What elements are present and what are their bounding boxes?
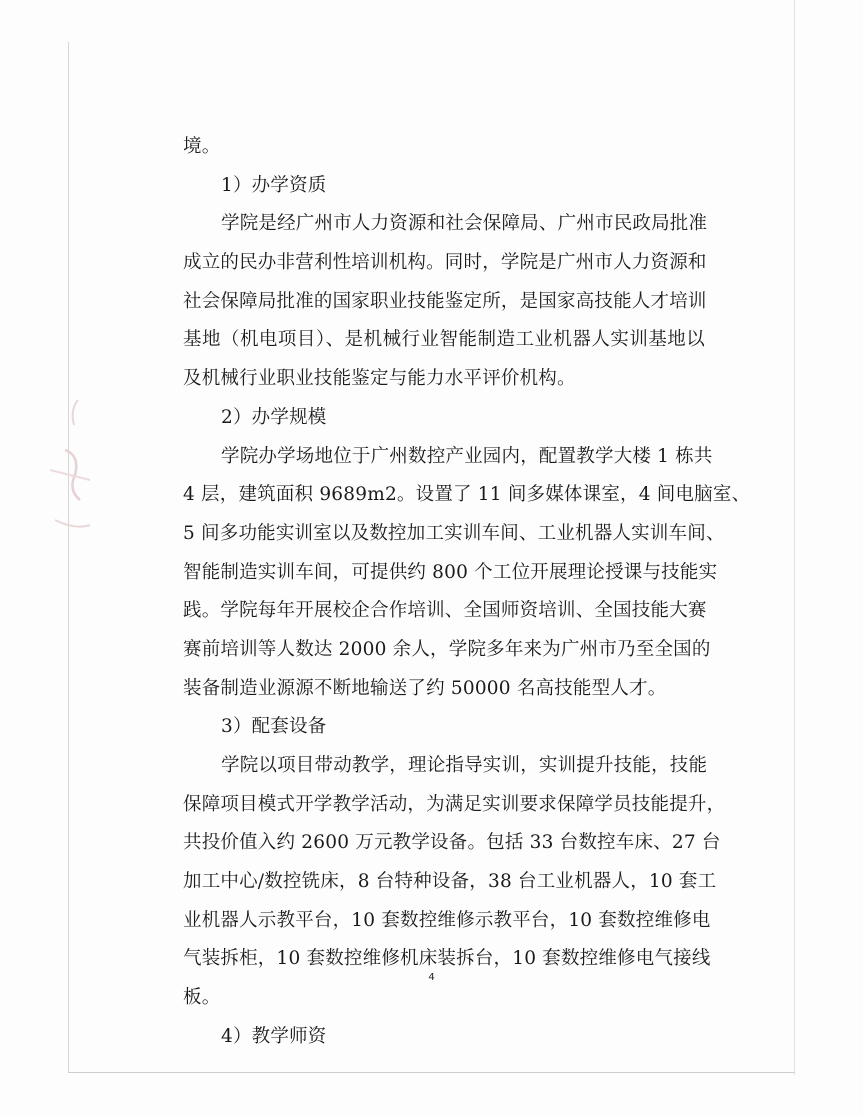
section-heading: 3）配套设备 <box>221 716 327 738</box>
text-line: 5 间多功能实训室以及数控加工实训车间、工业机器人实训车间、 <box>183 522 725 544</box>
stamp-residue-mark <box>30 380 100 550</box>
text-line: 学院是经广州市人力资源和社会保障局、广州市民政局批准 <box>221 213 708 235</box>
text-line: 装备制造业源源不断地输送了约 50000 名高技能型人才。 <box>183 677 667 699</box>
text-line: 气装拆柜，10 套数控维修机床装拆台，10 套数控维修电气接线 <box>183 948 711 970</box>
text-line: 保障项目模式开学教学活动，为满足实训要求保障学员技能提升， <box>183 793 726 815</box>
section-heading: 2）办学规模 <box>221 406 327 428</box>
text-line: 基地（机电项目）、是机械行业智能制造工业机器人实训基地以 <box>183 329 705 351</box>
text-line: 社会保障局批准的国家职业技能鉴定所，是国家高技能人才培训 <box>183 290 707 312</box>
text-line: 及机械行业职业技能鉴定与能力水平评价机构。 <box>183 368 576 390</box>
text-line: 成立的民办非营利性培训机构。同时，学院是广州市人力资源和 <box>183 252 707 274</box>
text-line: 学院以项目带动教学，理论指导实训，实训提升技能，技能 <box>221 755 708 776</box>
text-line: 境。 <box>183 136 221 157</box>
section-heading: 1）办学资质 <box>221 174 327 196</box>
scan-edge-right <box>794 0 795 1075</box>
body-text <box>183 128 751 1057</box>
text-line: 共投价值入约 2600 万元教学设备。包括 33 台数控车床、27 台 <box>183 832 721 854</box>
section-heading: 4）教学师资 <box>221 1025 327 1047</box>
text-line: 4 层，建筑面积 9689m2。设置了 11 间多媒体课室，4 间电脑室、 <box>183 484 751 506</box>
scan-edge-bottom <box>68 1072 795 1073</box>
text-line: 学院办学场地位于广州数控产业园内，配置教学大楼 1 栋共 <box>221 445 713 467</box>
page-number: 4 <box>428 972 435 983</box>
text-line: 加工中心/数控铣床，8 台特种设备，38 台工业机器人，10 套工 <box>183 871 717 893</box>
text-line: 践。学院每年开展校企合作培训、全国师资培训、全国技能大赛 <box>183 600 707 622</box>
scan-edge-left <box>68 42 69 1072</box>
text-line: 板。 <box>183 987 221 1009</box>
text-line: 业机器人示教平台，10 套数控维修示教平台，10 套数控维修电 <box>183 909 711 931</box>
text-line: 赛前培训等人数达 2000 余人，学院多年来为广州市乃至全国的 <box>183 638 711 660</box>
text-line: 智能制造实训车间，可提供约 800 个工位开展理论授课与技能实 <box>183 561 718 583</box>
